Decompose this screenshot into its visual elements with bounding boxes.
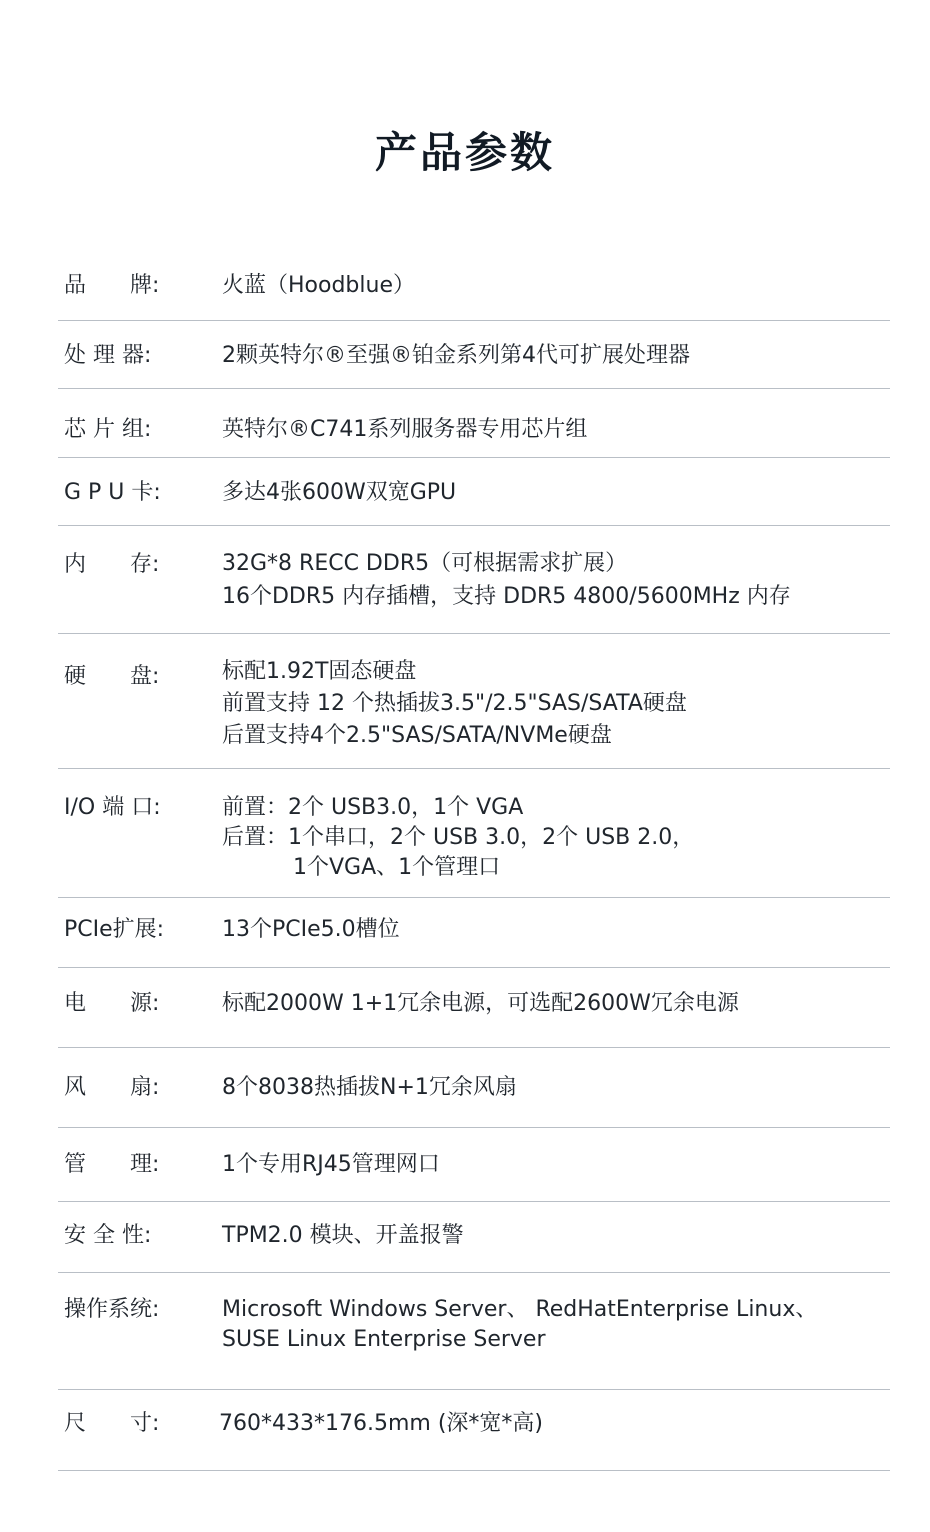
spec-value: 760*433*176.5mm (深*宽*高): [219, 1411, 543, 1436]
spec-value: 8个8038热插拔N+1冗余风扇: [222, 1075, 517, 1100]
spec-label: 安 全 性:: [64, 1223, 152, 1248]
spec-value: Microsoft Windows Server、 RedHatEnterprise Linux、: [222, 1297, 818, 1322]
spec-label: 内 存:: [64, 552, 160, 577]
spec-row-chipset: [58, 389, 890, 458]
spec-row-dimensions: [58, 1390, 890, 1471]
page-title: 产品参数: [374, 128, 555, 177]
spec-label: 风 扇:: [64, 1075, 160, 1100]
spec-value: 13个PCIe5.0槽位: [222, 917, 400, 942]
spec-value: 1个专用RJ45管理网口: [222, 1152, 440, 1177]
spec-row-processor: [58, 321, 890, 389]
spec-row-memory: [58, 526, 890, 634]
spec-value: 2颗英特尔®至强®铂金系列第4代可扩展处理器: [222, 343, 690, 368]
spec-label: 管 理:: [64, 1152, 160, 1177]
spec-value: 16个DDR5 内存插槽，支持 DDR5 4800/5600MHz 内存: [222, 584, 791, 609]
spec-label: I/O 端 口:: [64, 795, 161, 820]
spec-row-gpu: [58, 458, 890, 526]
spec-label: 操作系统:: [64, 1297, 160, 1322]
spec-label: 电 源:: [64, 991, 160, 1016]
spec-value: 后置：1个串口，2个 USB 3.0，2个 USB 2.0，: [222, 825, 695, 850]
spec-row-os: [58, 1273, 890, 1390]
spec-value: SUSE Linux Enterprise Server: [222, 1327, 546, 1352]
spec-value: 前置支持 12 个热插拔3.5"/2.5"SAS/SATA硬盘: [222, 691, 687, 716]
spec-label: 芯 片 组:: [64, 417, 152, 442]
spec-label: PCIe扩展:: [64, 917, 165, 942]
spec-row-management: [58, 1128, 890, 1202]
spec-row-storage: [58, 634, 890, 769]
spec-row-pcie: [58, 898, 890, 968]
spec-row-brand: [58, 252, 890, 321]
spec-value: 前置：2个 USB3.0，1个 VGA: [222, 795, 524, 820]
spec-value: 标配2000W 1+1冗余电源，可选配2600W冗余电源: [222, 991, 739, 1016]
spec-row-io-ports: [58, 769, 890, 898]
spec-value: 后置支持4个2.5"SAS/SATA/NVMe硬盘: [222, 723, 612, 748]
spec-value: 英特尔®C741系列服务器专用芯片组: [222, 417, 588, 442]
spec-label: 尺 寸:: [64, 1411, 160, 1436]
spec-row-power: [58, 968, 890, 1048]
spec-value: 标配1.92T固态硬盘: [222, 659, 417, 684]
spec-label: 处 理 器:: [64, 343, 152, 368]
spec-label: G P U 卡:: [64, 480, 161, 505]
spec-label: 硬 盘:: [64, 664, 160, 689]
spec-value: 火蓝（Hoodblue）: [222, 273, 415, 298]
spec-row-security: [58, 1202, 890, 1273]
spec-row-fans: [58, 1048, 890, 1128]
spec-value: 1个VGA、1个管理口: [293, 855, 501, 880]
spec-value: 多达4张600W双宽GPU: [222, 480, 457, 505]
spec-value: 32G*8 RECC DDR5（可根据需求扩展）: [222, 551, 628, 576]
spec-value: TPM2.0 模块、开盖报警: [222, 1223, 464, 1248]
spec-label: 品 牌:: [64, 273, 160, 298]
